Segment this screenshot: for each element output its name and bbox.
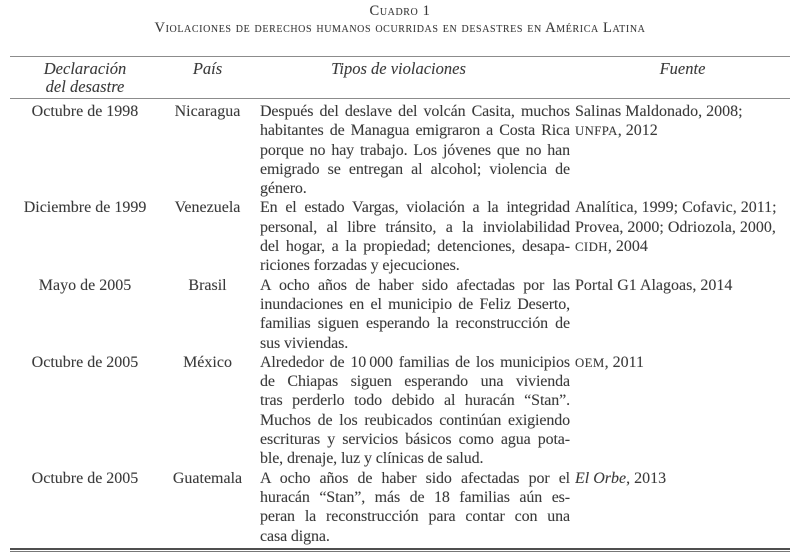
cell-violations — [255, 102, 570, 198]
table-row — [10, 469, 790, 546]
source-text: , 2004 — [607, 238, 648, 256]
header-country — [160, 60, 255, 78]
cell-violations — [255, 276, 570, 353]
violation-line: del hogar, a la propiedad; detenciones, desapa- — [260, 238, 570, 256]
cell-source — [570, 469, 790, 488]
source-text: Provea, 2000; Odriozola, 2000, — [575, 218, 776, 236]
human-rights-violations-table — [10, 56, 790, 552]
violation-line: porque no hay trabajo. Los jóvenes que no han — [260, 141, 570, 159]
source-text: , 2013 — [626, 469, 667, 487]
violation-line: Muchos de los reubicados continúan exigiendo — [260, 411, 570, 429]
cell-country: Nicaragua — [174, 103, 241, 120]
source-line — [575, 198, 790, 217]
violation-line: inundaciones en el municipio de Feliz Deserto, — [260, 295, 570, 313]
cell-country: México — [183, 353, 232, 371]
violation-line: peran la reconstrucción para contar con una — [260, 508, 570, 526]
violation-line: familias siguen esperando la reconstrucción de — [260, 315, 570, 333]
acronym-smallcaps: CIDH — [575, 240, 608, 255]
cell-country: Guatemala — [172, 469, 243, 487]
source-text: Salinas Maldonado, 2008; — [575, 103, 743, 120]
table-caption — [0, 0, 800, 37]
violation-line: sus viviendas. — [260, 334, 349, 352]
cell-violations — [255, 469, 570, 546]
table-row — [10, 353, 790, 469]
source-name-italic: El Orbe — [575, 469, 627, 487]
source-text: Portal G1 Alagoas, 2014 — [575, 276, 733, 294]
table-body — [10, 99, 790, 546]
source-line — [575, 102, 790, 121]
source-line — [575, 121, 790, 140]
violation-line: género. — [260, 180, 307, 198]
source-line — [575, 469, 790, 488]
cell-disaster-date: Mayo de 2005 — [38, 276, 132, 294]
violation-line: Alrededor de 10 000 familias de los municipios — [260, 353, 570, 371]
table-row — [10, 276, 790, 353]
cell-country: Brasil — [188, 276, 227, 294]
cell-violations — [255, 198, 570, 275]
violation-line: riciones forzadas y ejecuciones. — [260, 257, 460, 275]
violation-line: ble, drenaje, luz y clínicas de salud. — [260, 450, 484, 468]
cell-source — [570, 198, 790, 256]
header-violations — [255, 60, 570, 78]
violation-line: personal, al libre tránsito, a la inviolabilidad — [260, 218, 570, 236]
source-line — [575, 276, 790, 295]
table-row — [10, 198, 790, 275]
header-label-line: País — [192, 59, 223, 78]
cell-source — [570, 353, 790, 372]
violation-line: A ocho años de haber sido afectadas por el — [260, 469, 570, 487]
table-row — [10, 102, 790, 198]
header-source — [570, 60, 790, 78]
violation-line: En el estado Vargas, violación a la integridad — [260, 199, 570, 217]
violation-line: casa digna. — [260, 527, 330, 545]
violation-line: escrituras y servicios básicos como agua pota- — [260, 431, 570, 449]
source-line — [575, 353, 790, 372]
violation-line: huracán “Stan”, más de 18 familias aún es- — [260, 488, 570, 506]
table-header-row — [10, 57, 790, 98]
violation-line: de Chiapas siguen esperando una vivienda — [260, 373, 570, 391]
acronym-smallcaps: OEM — [575, 355, 605, 370]
violation-line: emigrado se entregan al alcohol; violencia de — [260, 160, 570, 178]
table-rule-bottom — [10, 548, 790, 552]
acronym-smallcaps: UNFPA — [575, 124, 618, 139]
cell-source — [570, 102, 790, 141]
source-line — [575, 237, 790, 256]
cell-disaster-date: Octubre de 2005 — [31, 469, 139, 487]
violation-line: tras perderlo todo debido al huracán “Stan”. — [260, 392, 570, 410]
source-text: , 2011 — [604, 353, 645, 371]
cell-disaster-date: Octubre de 1998 — [31, 103, 139, 120]
source-text: Analítica, 1999; Cofavic, 2011; — [575, 199, 777, 217]
header-label-line: del desastre — [45, 77, 125, 96]
cell-disaster-date: Octubre de 2005 — [31, 353, 139, 371]
header-label-line: Tipos de violaciones — [331, 59, 466, 78]
header-label-line: Declaración — [43, 59, 127, 78]
source-text: , 2012 — [617, 122, 658, 140]
cell-country: Venezuela — [174, 199, 241, 217]
violation-line: Después del deslave del volcán Casita, muchos — [260, 103, 570, 120]
cell-source — [570, 276, 790, 295]
header-label-line: Fuente — [659, 59, 706, 78]
cell-violations — [255, 353, 570, 469]
violation-line: habitantes de Managua emigraron a Costa Rica — [260, 122, 570, 140]
source-line — [575, 218, 790, 237]
table-label: Cuadro 1 — [369, 3, 431, 19]
header-declaration — [10, 60, 160, 96]
table-title: Violaciones de derechos humanos ocurridas en desastres en América Latina — [154, 20, 646, 36]
violation-line: A ocho años de haber sido afectadas por las — [260, 276, 570, 294]
cell-disaster-date: Diciembre de 1999 — [23, 199, 147, 217]
